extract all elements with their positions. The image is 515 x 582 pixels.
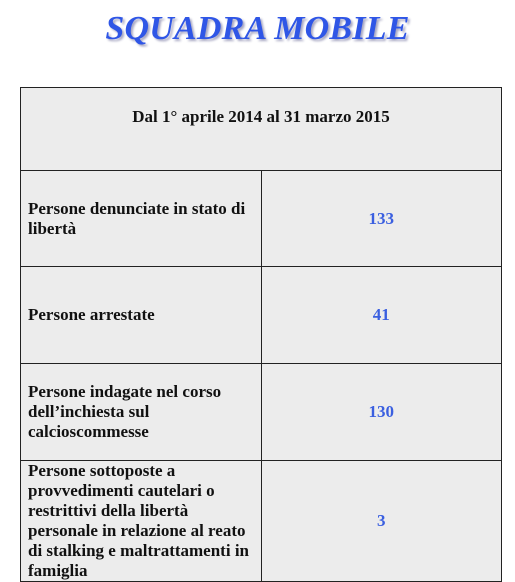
table-row (21, 364, 502, 461)
row-label: Persone arrestate (21, 267, 262, 364)
table-row (21, 267, 502, 364)
table-row (21, 171, 502, 267)
table-header-row (21, 88, 502, 171)
period-header (21, 88, 502, 171)
row-value: 41 (261, 267, 502, 364)
row-value: 3 (261, 461, 502, 582)
statistics-table (20, 87, 502, 582)
row-label: Persone denunciate in stato di libertà (21, 171, 262, 267)
row-label: Persone indagate nel corso dell’inchiesta sul calcioscommesse (21, 364, 262, 461)
table-row (21, 461, 502, 582)
row-value: 130 (261, 364, 502, 461)
period-header-text: Dal 1° aprile 2014 al 31 marzo 2015 (132, 107, 390, 126)
row-value: 133 (261, 171, 502, 267)
row-label: Persone sottoposte a provvedimenti cautelari o restrittivi della libertà personale in relazione al reato di stalking e maltrattamenti in famiglia (21, 461, 262, 582)
page-title: SQUADRA MOBILE (105, 10, 410, 47)
